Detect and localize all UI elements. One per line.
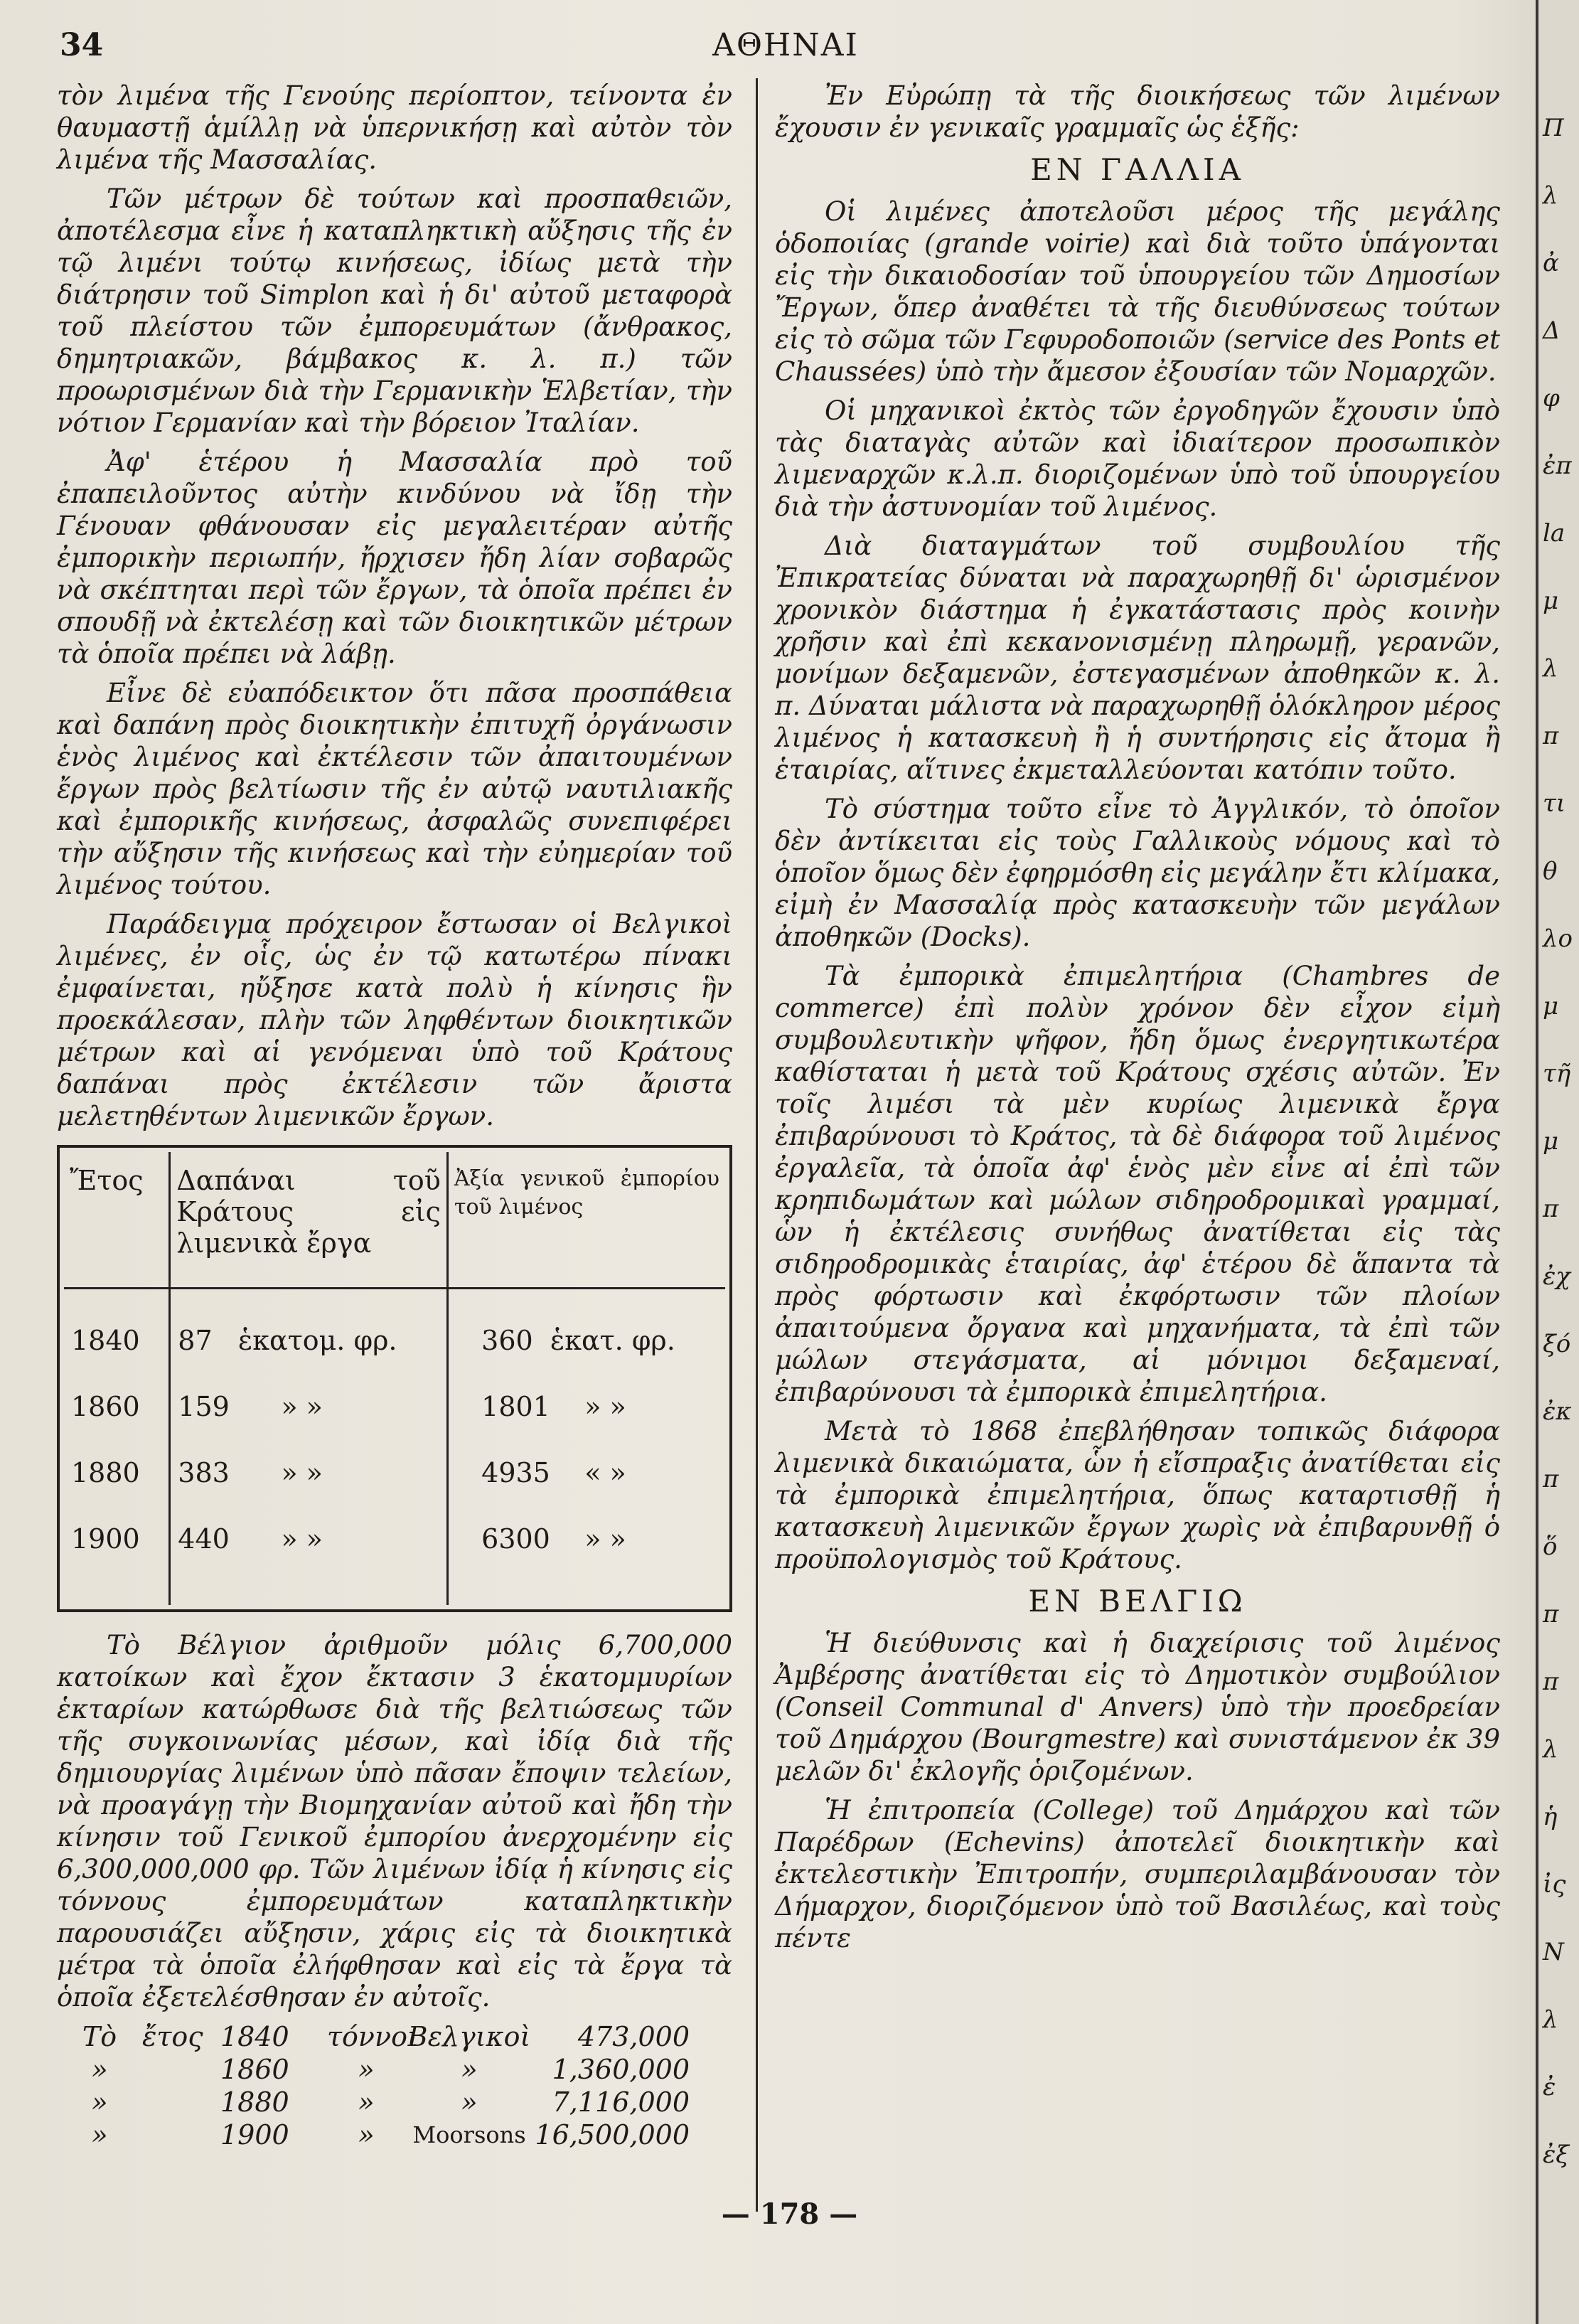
adjacent-page-fragment: ἐπ [1543,452,1572,480]
adjacent-page-fragment: λ [1543,654,1558,683]
tonnage-row: » 1860 » » 1,360,000 [91,2054,690,2085]
adjacent-page-fragment: φ [1543,384,1560,412]
adjacent-page-fragment: ὅ [1543,1533,1558,1561]
adjacent-page-fragment: ἡ [1543,1803,1558,1831]
paragraph: Ἡ ἐπιτροπεία (College) τοῦ Δημάρχου καὶ τῶν Παρέδρων (Echevins) ἀποτελεῖ διοικητικὴν καὶ ἐκτελεστικὴν Ἐπιτροπήν, συμπεριλαμβάνουσαν τὸν Δήμαρχον, διοριζόμενον ὑπὸ τοῦ Βασιλέως, καὶ τοὺς πέντε [775,1795,1500,1953]
adjacent-page-fragment: ἐξ [1543,2141,1569,2169]
table-cell-year: 1840 [71,1325,140,1356]
adjacent-page-fragment: Π [1543,114,1564,142]
paragraph: Μετὰ τὸ 1868 ἐπεβλήθησαν τοπικῶς διάφορα λιμενικὰ δικαιώματα, ὧν ἡ εἴσπραξις ἀνατίθεται εἰς τὰ ἐμπορικὰ ἐπιμελητήρια, ὅπως καταρτισθῇ ἡ κατασκευὴ λιμενικῶν ἔργων χωρὶς νὰ ἐπιβαρυνθῇ ὁ προϋπολογισμὸς τοῦ Κράτους. [775,1416,1500,1574]
table-cell-year: 1880 [71,1457,140,1488]
table-cell-year: 1900 [71,1523,140,1555]
paragraph: Ἐν Εὐρώπῃ τὰ τῆς διοικήσεως τῶν λιμένων ἔχουσιν ἐν γενικαῖς γραμμαῖς ὡς ἑξῆς: [775,80,1500,143]
paragraph: Ἀφ' ἑτέρου ἡ Μασσαλία πρὸ τοῦ ἐπαπειλοῦντος αὐτὴν κινδύνου νὰ ἴδῃ τὴν Γένουαν φθάνουσαν εἰς μεγαλειτέραν αὐτῆς ἐμπορικὴν περιωπήν, ἤρχισεν ἤδη λίαν σοβαρῶς νὰ σκέπτηται περὶ τῶν ἔργων, τὰ ὁποῖα πρέπει ἐν σπουδῇ νὰ ἐκτελέσῃ καὶ τῶν διοικητικῶν μέτρων τὰ ὁποῖα πρέπει νὰ λάβῃ. [57,447,732,669]
table-cell-trade: 6300 » » [447,1505,725,1605]
table-cell-trade: 4935 « » [447,1439,725,1505]
harbor-spending-table [57,1145,732,1612]
adjacent-page-fragment: μ [1543,992,1559,1020]
adjacent-page-fragment: θ [1543,857,1558,885]
page-number-bottom: — 178 — [0,2197,1579,2231]
tonnage-row: Τὸ ἔτος 1840 τόννοι Βελγικοὶ 473,000 [82,2021,690,2052]
adjacent-page-fragment: τι [1543,789,1566,818]
adjacent-page-fragment: la [1543,519,1565,548]
adjacent-page-fragment: π [1543,1465,1559,1493]
adjacent-page-fragment: Δ [1543,316,1561,345]
table-header-trade-value: Ἀξία γενικοῦ ἐμπορίου τοῦ λιμένος [447,1152,725,1289]
paragraph: Παράδειγμα πρόχειρον ἔστωσαν οἱ Βελγικοὶ λιμένες, ἐν οἷς, ὡς ἐν τῷ κατωτέρω πίνακι ἐμφαίνεται, ηὔξησε κατὰ πολὺ ἡ κίνησις ἣν προεκάλεσαν, πλὴν τῶν ληφθέντων διοικητικῶν μέτρων καὶ αἱ γενόμεναι ὑπὸ τοῦ Κράτους δαπάναι πρὸς ἐκτέλεσιν τῶν ἄριστα μελετηθέντων λιμενικῶν ἔργων. [57,909,732,1131]
table-row [64,1439,725,1505]
table-row [64,1289,725,1373]
adjacent-page-fragment: ἐκ [1543,1397,1572,1426]
table-header-year: Ἔτος [64,1152,170,1289]
adjacent-page-fragment: π [1543,1600,1559,1629]
adjacent-page-fragment: μ [1543,587,1559,615]
right-column [775,80,1500,1961]
table-cell-trade: 1801 » » [447,1372,725,1439]
adjacent-page-fragment: λ [1543,181,1558,210]
table-cell-spending: 440 » » [170,1505,448,1605]
adjacent-page-fragment: ξό [1543,1330,1571,1358]
paragraph: Τὸ σύστημα τοῦτο εἶνε τὸ Ἀγγλικόν, τὸ ὁποῖον δὲν ἀντίκειται εἰς τοὺς Γαλλικοὺς νόμους καὶ τὸ ὁποῖον ὅμως δὲν ἐφηρμόσθη εἰς μεγάλην ἔτι κλίμακα, εἰμὴ ἐν Μασσαλίᾳ πρὸς κατασκευὴν τῶν μεγάλων ἀποθηκῶν (Docks). [775,794,1500,952]
table-header-spending: Δαπάναι τοῦ Κράτους εἰς λιμενικὰ ἔργα [170,1152,448,1289]
table-cell-spending: 383 » » [170,1439,448,1505]
paragraph: Τῶν μέτρων δὲ τούτων καὶ προσπαθειῶν, ἀποτέλεσμα εἶνε ἡ καταπληκτικὴ αὔξησις τῆς ἐν τῷ λιμένι τούτῳ κινήσεως, ἰδίως μετὰ τὴν διάτρησιν τοῦ Simplon καὶ ἡ δι' αὐτοῦ μεταφορὰ τοῦ πλείστου τῶν ἐμπορευμάτων (ἄνθρακος, δημητριακῶν, βάμβακος κ. λ. π.) τῶν προωρισμένων διὰ τὴν Γερμανικὴν Ἑλβετίαν, τὴν νότιον Γερμανίαν καὶ τὴν βόρειον Ἰταλίαν. [57,183,732,438]
paragraph: Τὰ ἐμπορικὰ ἐπιμελητήρια (Chambres de commerce) ἐπὶ πολὺν χρόνον δὲν εἶχον εἰμὴ συμβουλευτικὴν ψῆφον, ἤδη ὅμως ἐνεργητικωτέρα καθίσταται ἡ μετὰ τοῦ Κράτους σχέσις αὐτῶν. Ἐν τοῖς λιμέσι τὰ μὲν κυρίως λιμενικὰ ἔργα ἐπιβαρύνουσι τὸ Κράτος, τὰ δὲ διάφορα τοῦ λιμένος ἐργαλεῖα, τὰ ὁποῖα ἀφ' ἑνὸς μὲν εἶνε αἱ ἐπὶ τῶν κρηπιδωμάτων καὶ μώλων σιδηροδρομικαὶ γραμμαί, ὧν ἡ ἐκτέλεσις συνήθως ἀνατίθεται εἰς τὰς σιδηροδρομικὰς ἑταιρίας, ἀφ' ἑτέρου δὲ ἅπαντα τὰ πρὸς φόρτωσιν καὶ ἐκφόρτωσιν τῶν πλοίων ἀπαιτούμενα ὄργανα καὶ μηχανήματα, τὰ ἐπὶ τῶν μώλων στεγάσματα, αἱ μόνιμοι δεξαμεναί, ἐπιβαρύνουσι τὰ ἐμπορικὰ ἐπιμελητήρια. [775,961,1500,1407]
adjacent-page-fragment: ἰς [1543,1870,1566,1899]
paragraph: Τὸ Βέλγιον ἀριθμοῦν μόλις 6,700,000 κατοίκων καὶ ἔχον ἔκτασιν 3 ἑκατομμυρίων ἑκταρίων κατώρθωσε διὰ τῆς βελτιώσεως τῶν τῆς συγκοινωνίας μέσων, καὶ ἰδίᾳ διὰ τῆς δημιουργίας λιμένων ὑπὸ πᾶσαν ἔποψιν τελείων, νὰ προαγάγῃ τὴν Βιομηχανίαν αὐτοῦ καὶ ἤδη τὴν κίνησιν τοῦ Γενικοῦ ἐμπορίου ἀνερχομένην εἰς 6,300,000,000 φρ. Τῶν λιμένων ἰδίᾳ ἡ κίνησις εἰς τόννους ἐμπορευμάτων καταπληκτικὴν παρουσιάζει αὔξησιν, χάρις εἰς τὰ διοικητικὰ μέτρα τὰ ὁποῖα ἐλήφθησαν καὶ εἰς τὰ ἔργα τὰ ὁποῖα ἐξετελέσθησαν ἐν αὐτοῖς. [57,1630,732,2013]
paragraph: Οἱ λιμένες ἀποτελοῦσι μέρος τῆς μεγάλης ὁδοποιίας (grande voirie) καὶ διὰ τοῦτο ὑπάγονται εἰς τὴν δικαιοδοσίαν τοῦ ὑπουργείου τῶν Δημοσίων Ἔργων, ὅπερ ἀναθέτει τὰ τῆς διευθύνσεως τούτων εἰς τὸ σῶμα τῶν Γεφυροδοποιῶν (service des Ponts et Chaussées) ὑπὸ τὴν ἄμεσον ἐξουσίαν τῶν Νομαρχῶν. [775,196,1500,387]
section-heading-belgium: ΕΝ ΒΕΛΓΙΩ [1028,1584,1247,1619]
paragraph: Ἡ διεύθυνσις καὶ ἡ διαχείρισις τοῦ λιμένος Ἀμβέρσης ἀνατίθεται εἰς τὸ Δημοτικὸν συμβούλιον (Conseil Communal d' Anvers) ὑπὸ τὴν προεδρείαν τοῦ Δημάρχου (Bourgmestre) καὶ συνιστάμενον ἐκ 39 μελῶν δι' ἐκλογῆς ὁριζομένων. [775,1628,1500,1786]
paragraph: τὸν λιμένα τῆς Γενούης περίοπτον, τείνοντα ἐν θαυμαστῇ ἁμίλλῃ νὰ ὑπερνικήσῃ καὶ αὐτὸν τὸν λιμένα τῆς Μασσαλίας. [57,80,732,175]
tonnage-row: » 1880 » » 7,116,000 [91,2086,690,2118]
adjacent-page-fragment: τῆ [1543,1060,1571,1088]
paragraph: Διὰ διαταγμάτων τοῦ συμβουλίου τῆς Ἐπικρατείας δύναται νὰ παραχωρηθῇ δι' ὡρισμένον χρονικὸν διάστημα ἡ ἐγκατάστασις πρὸς κοινὴν χρῆσιν καὶ ἐπὶ κεκανονισμένῃ πληρωμῇ, γερανῶν, μονίμων δεξαμενῶν, ἐστεγασμένων ἀποθηκῶν κ. λ. π. Δύναται μάλιστα νὰ παραχωρηθῇ ὁλόκληρον μέρος λιμένος ἡ κατασκευὴ ἢ ἡ συντήρησις εἰς ἄτομα ἢ ἑταιρίας, αἵτινες ἐκμεταλλεύονται κατόπιν τοῦτο. [775,531,1500,785]
table-row [64,1372,725,1439]
adjacent-page-fragment: π [1543,1195,1559,1223]
adjacent-page-fragment: Ν [1543,1938,1564,1966]
adjacent-page-fragment: λ [1543,1735,1558,1764]
adjacent-page-fragment: π [1543,1668,1559,1696]
adjacent-page-fragment: λο [1543,924,1573,953]
page-header [43,27,1529,70]
adjacent-page-fragment: λ [1543,2005,1558,2034]
table-cell-spending: 87 ἑκατομ. φρ. [170,1289,448,1373]
table-cell-trade: 360 ἑκατ. φρ. [447,1289,725,1373]
running-title: ΑΘΗΝΑΙ [712,27,859,63]
adjacent-page-fragment: π [1543,722,1559,750]
table-cell-spending: 159 » » [170,1372,448,1439]
tonnage-row: » 1900 » Moorsons 16,500,000 [91,2119,690,2150]
section-heading-france: ΕΝ ΓΑΛΛΙΑ [1030,152,1245,187]
page-number-top: 34 [60,27,104,63]
table-cell-year: 1860 [71,1391,140,1422]
adjacent-page-edge [1538,0,1579,2324]
table-row [64,1505,725,1605]
paragraph: Οἱ μηχανικοὶ ἐκτὸς τῶν ἐργοδηγῶν ἔχουσιν ὑπὸ τὰς διαταγὰς αὐτῶν καὶ ἰδιαίτερον προσωπικὸν λιμεναρχῶν κ.λ.π. διοριζομένων ὑπὸ τοῦ ὑπουργείου διὰ τὴν ἀστυνομίαν τοῦ λιμένος. [775,395,1500,522]
paragraph: Εἶνε δὲ εὐαπόδεικτον ὅτι πᾶσα προσπάθεια καὶ δαπάνη πρὸς διοικητικὴν ἐπιτυχῆ ὀργάνωσιν ἑνὸς λιμένος καὶ ἐκτέλεσιν τῶν ἀπαιτουμένων ἔργων πρὸς βελτίωσιν τῆς ἐν αὐτῷ ναυτιλιακῆς καὶ ἐμπορικῆς κινήσεως, ἀσφαλῶς συνεπιφέρει τὴν αὔξησιν τῆς κινήσεως καὶ τὴν εὐημερίαν τοῦ λιμένος τούτου. [57,678,732,900]
tonnage-list [57,2020,732,2151]
adjacent-page-fragment: μ [1543,1127,1559,1156]
adjacent-page-fragment: ἐ [1543,2073,1556,2101]
adjacent-page-fragment: ἀ [1543,249,1559,277]
column-divider [756,78,758,2212]
left-column [57,80,732,2151]
adjacent-page-fragment: ἐχ [1543,1262,1570,1291]
